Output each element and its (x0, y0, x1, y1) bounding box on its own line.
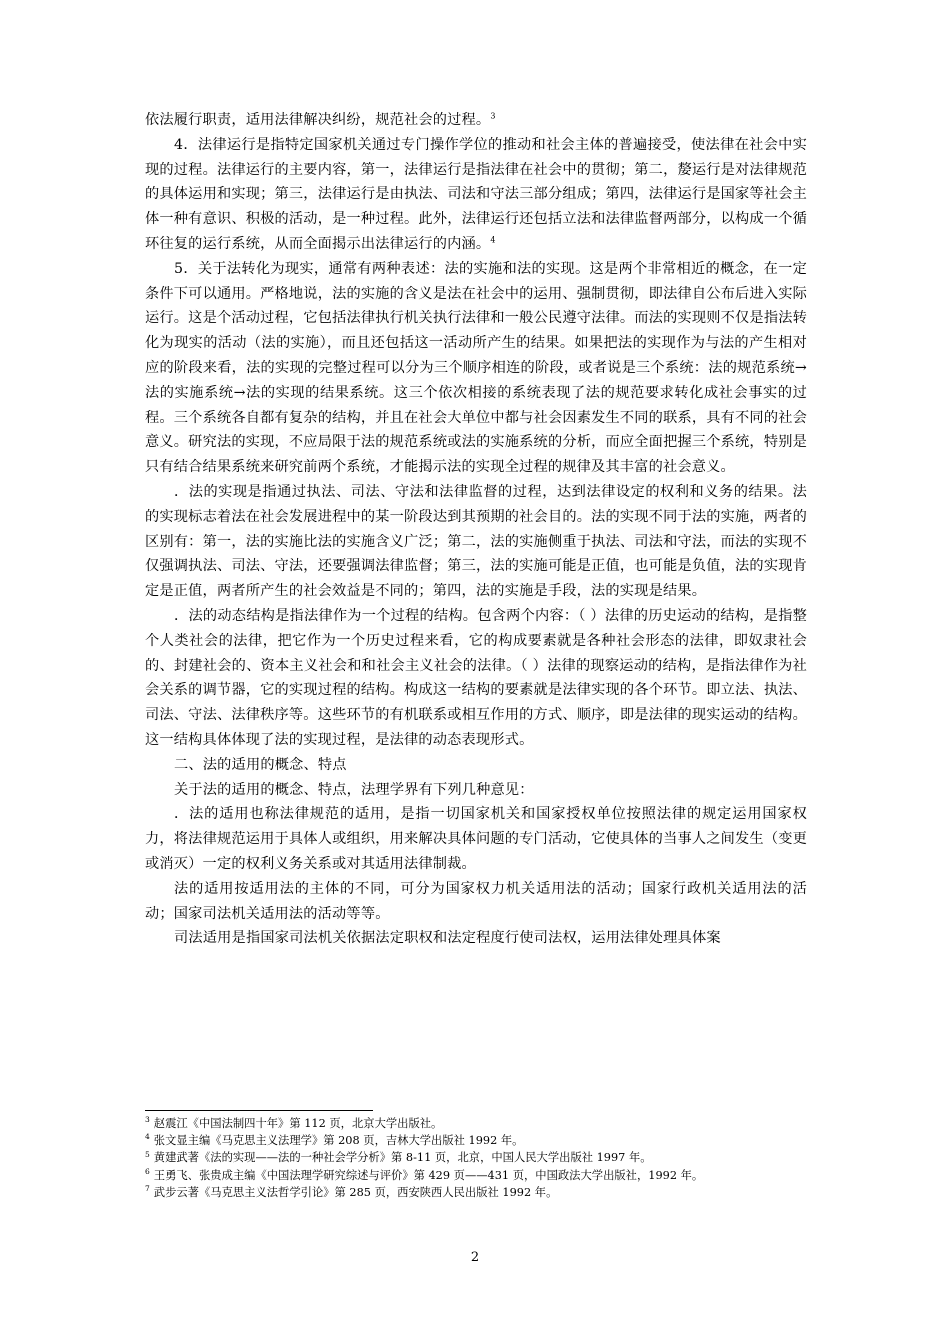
footnote-4: $^4$ 张文显主编《马克思主义法理学》第 208 页，吉林大学出版社 1992 年。 (145, 1132, 524, 1148)
paragraph-5: ．法的动态结构是指法律作为一个过程的结构。包含两个内容：（ ）法律的历史运动的结构，是指整个人类社会的法律，把它作为一个历史过程来看，它的构成要素就是各种社会形态的法律，即奴隶社会的、封建社会的、资本主义社会和和社会主义社会的法律。（ ）法律的现察运动的结构，是指法律作为社会关系的调节器，它的实现过程的结构。构成这一结构的要素就是法律实现的各个环节。即立法、执法、司法、守法、法律秩序等。这些环节的有机联系或相互作用的方式、顺序，即是法律的现实运动的结构。这一结构具体体现了法的实现过程，是法律的动态表现形式。 (145, 607, 807, 748)
main-text (145, 108, 807, 951)
footnotes (145, 1115, 807, 1201)
paragraph-4: ．法的实现是指通过执法、司法、守法和法律监督的过程，达到法律设定的权利和义务的结果。法的实现标志着法在社会发展进程中的某一阶段达到其预期的社会目的。法的实现不同于法的实施，两者的区别有：第一，法的实施比法的实施含义广泛；第二，法的实施侧重于执法、司法和守法，而法的实现不仅强调执法、司法、守法，还要强调法律监督；第三，法的实施可能是正值，也可能是负值，法的实现肯定是正值，两者所产生的社会效益是不同的；第四，法的实施是手段，法的实现是结果。 (145, 483, 807, 600)
paragraph-1: 依法履行职责，适用法律解决纠纷，规范社会的过程。$^3$ (145, 111, 496, 128)
footnote-ref-4: 4 (490, 235, 496, 245)
paragraph-7: 关于法的适用的概念、特点，法理学界有下列几种意见： (174, 781, 534, 798)
page-number: 2 (470, 1250, 480, 1265)
footnote-6: $^6$ 王勇飞、张贵成主编《中国法理学研究综述与评价》第 429 页——431 页，中国政法大学出版社，1992 年。 (145, 1166, 704, 1182)
footnote-divider (145, 1110, 373, 1111)
footnote-3: $^3$ 赵震江《中国法制四十年》第 112 页，北京大学出版社。 (145, 1115, 443, 1130)
paragraph-8: ．法的适用也称法律规范的适用，是指一切国家机关和国家授权单位按照法律的规定运用国家权力，将法律规范运用于具体人或组织，用来解决具体问题的专门活动，它使具体的当事人之间发生（变更或消灭）一定的权利义务关系或对其适用法律制裁。 (145, 806, 807, 872)
section-heading: 二、法的适用的概念、特点 (174, 756, 347, 773)
footnote-5: $^5$ 黄建武著《法的实现——法的一种社会学分析》第 8-11 页，北京，中国人民大学出版社 1997 年。 (145, 1149, 652, 1165)
footnote-7: $^7$ 武步云著《马克思主义法哲学引论》第 285 页，西安陕西人民出版社 1992 年。 (145, 1184, 558, 1199)
footnote-ref-3: 3 (490, 111, 496, 121)
paragraph-3: 5．关于法转化为现实，通常有两种表述：法的实施和法的实现。这是两个非常相近的概念，在一定条件下可以通用。严格地说，法的实施的含义是法在社会中的运用、强制贯彻，即法律自公布后进入实际运行。这是个活动过程，它包括法律执行机关执行法律和一般公民遵守法律。而法的实现则不仅是指法转化为现实的活动（法的实施），而且还包括这一活动所产生的结果。如果把法的实现作为与法的产生相对应的阶段来看，法的实现的完整过程可以分为三个顺序相连的阶段，或者说是三个系统：法的规范系统→法的实施系统→法的实现的结果系统。这三个依次相接的系统表现了法的规范要求转化成社会事实的过程。三个系统各自都有复杂的结构，并且在社会大单位中都与社会因素发生不同的联系，具有不同的社会意义。研究法的实现，不应局限于法的规范系统或法的实施系统的分析，而应全面把握三个系统，特别是只有结合结果系统来研究前两个系统，才能揭示法的实现全过程的规律及其丰富的社会意义。 (145, 260, 807, 476)
paragraph-9: 法的适用按适用法的主体的不同，可分为国家权力机关适用法的活动；国家行政机关适用法的活动；国家司法机关适用法的活动等等。 (145, 880, 807, 922)
paragraph-2: 4．法律运行是指特定国家机关通过专门操作学位的推动和社会主体的普遍接受，使法律在社会中实现的过程。法律运行的主要内容，第一，法律运行是指法律在社会中的贯彻；第二，嫠运行是对法律规范的具体运用和实现；第三，法律运行是由执法、司法和守法三部分组成；第四，法律运行是国家等社会主体一种有意识、积极的活动，是一种过程。此外，法律运行还包括立法和法律监督两部分，以构成一个循环往复的运行系统，从而全面揭示出法律运行的内涵。$^4$ (145, 136, 807, 252)
paragraph-10: 司法适用是指国家司法机关依据法定职权和法定程度行使司法权，运用法律处理具体案 (174, 930, 721, 947)
